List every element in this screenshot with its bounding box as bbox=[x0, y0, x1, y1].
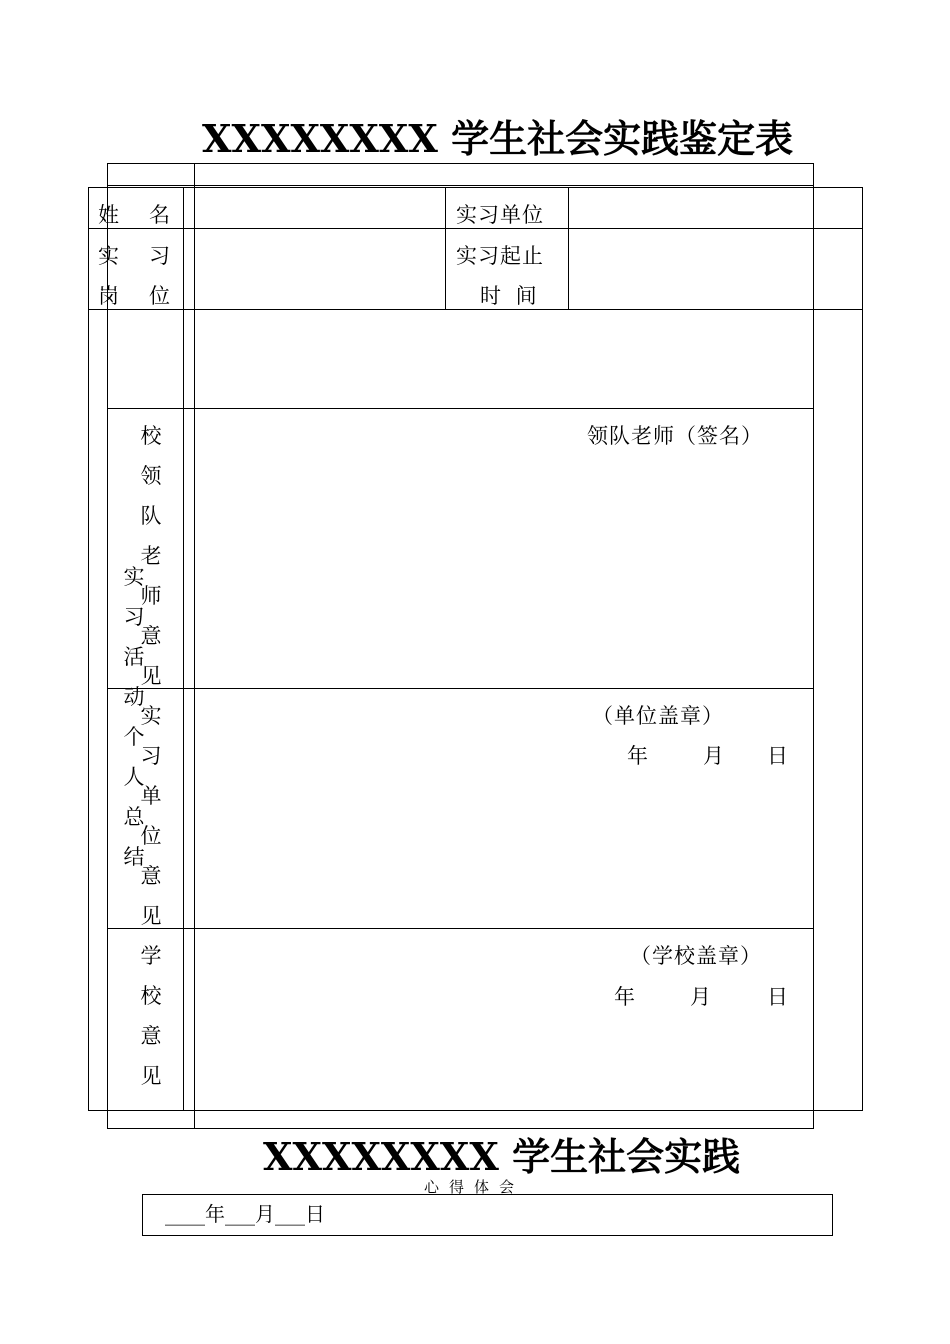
post-label-2a: 岗 bbox=[98, 284, 119, 308]
unit-date-month: 月 bbox=[703, 744, 724, 768]
period-label-line2: 时 间 bbox=[480, 284, 541, 308]
footer-subtitle: 心得体会 bbox=[424, 1178, 525, 1196]
leader-signature-label: 领队老师（签名） bbox=[587, 424, 763, 448]
name-label-first: 姓 bbox=[98, 203, 119, 227]
unit-date-year: 年 bbox=[627, 744, 648, 768]
date-line: ____年___月___日 bbox=[165, 1202, 325, 1226]
unit-label: 实习单位 bbox=[456, 203, 544, 227]
date-box bbox=[142, 1194, 833, 1236]
school-date-year: 年 bbox=[614, 985, 635, 1009]
school-date-day: 日 bbox=[767, 985, 788, 1009]
unit-date-day: 日 bbox=[767, 744, 788, 768]
page-title: XXXXXXXX 学生社会实践鉴定表 bbox=[202, 116, 794, 161]
name-label-second: 名 bbox=[149, 203, 170, 227]
page: XXXXXXXX 学生社会实践鉴定表 姓 名 实习单位 实 习 岗 位 实习起止 时 间 校 领 队 老 师 意 见 实 习 活 动 个 人 总 结 实 习 单 位 意 见 学 校 意 见 领队老师（签名） （单位盖章） 年 月 日 （学校盖章） 年 月 日 XXXXXXXX 学生社会实践 心得体会 ____年___月___日 bbox=[0, 0, 950, 1344]
school-seal-label: （学校盖章） bbox=[630, 944, 762, 968]
school-date-month: 月 bbox=[690, 985, 711, 1009]
period-label-line1: 实习起止 bbox=[456, 244, 544, 268]
post-label-1b: 习 bbox=[149, 244, 170, 268]
footer-title: XXXXXXXX 学生社会实践 bbox=[263, 1134, 741, 1179]
post-label-2b: 位 bbox=[149, 284, 170, 308]
post-label-1a: 实 bbox=[98, 244, 119, 268]
unit-seal-label: （单位盖章） bbox=[592, 704, 724, 728]
